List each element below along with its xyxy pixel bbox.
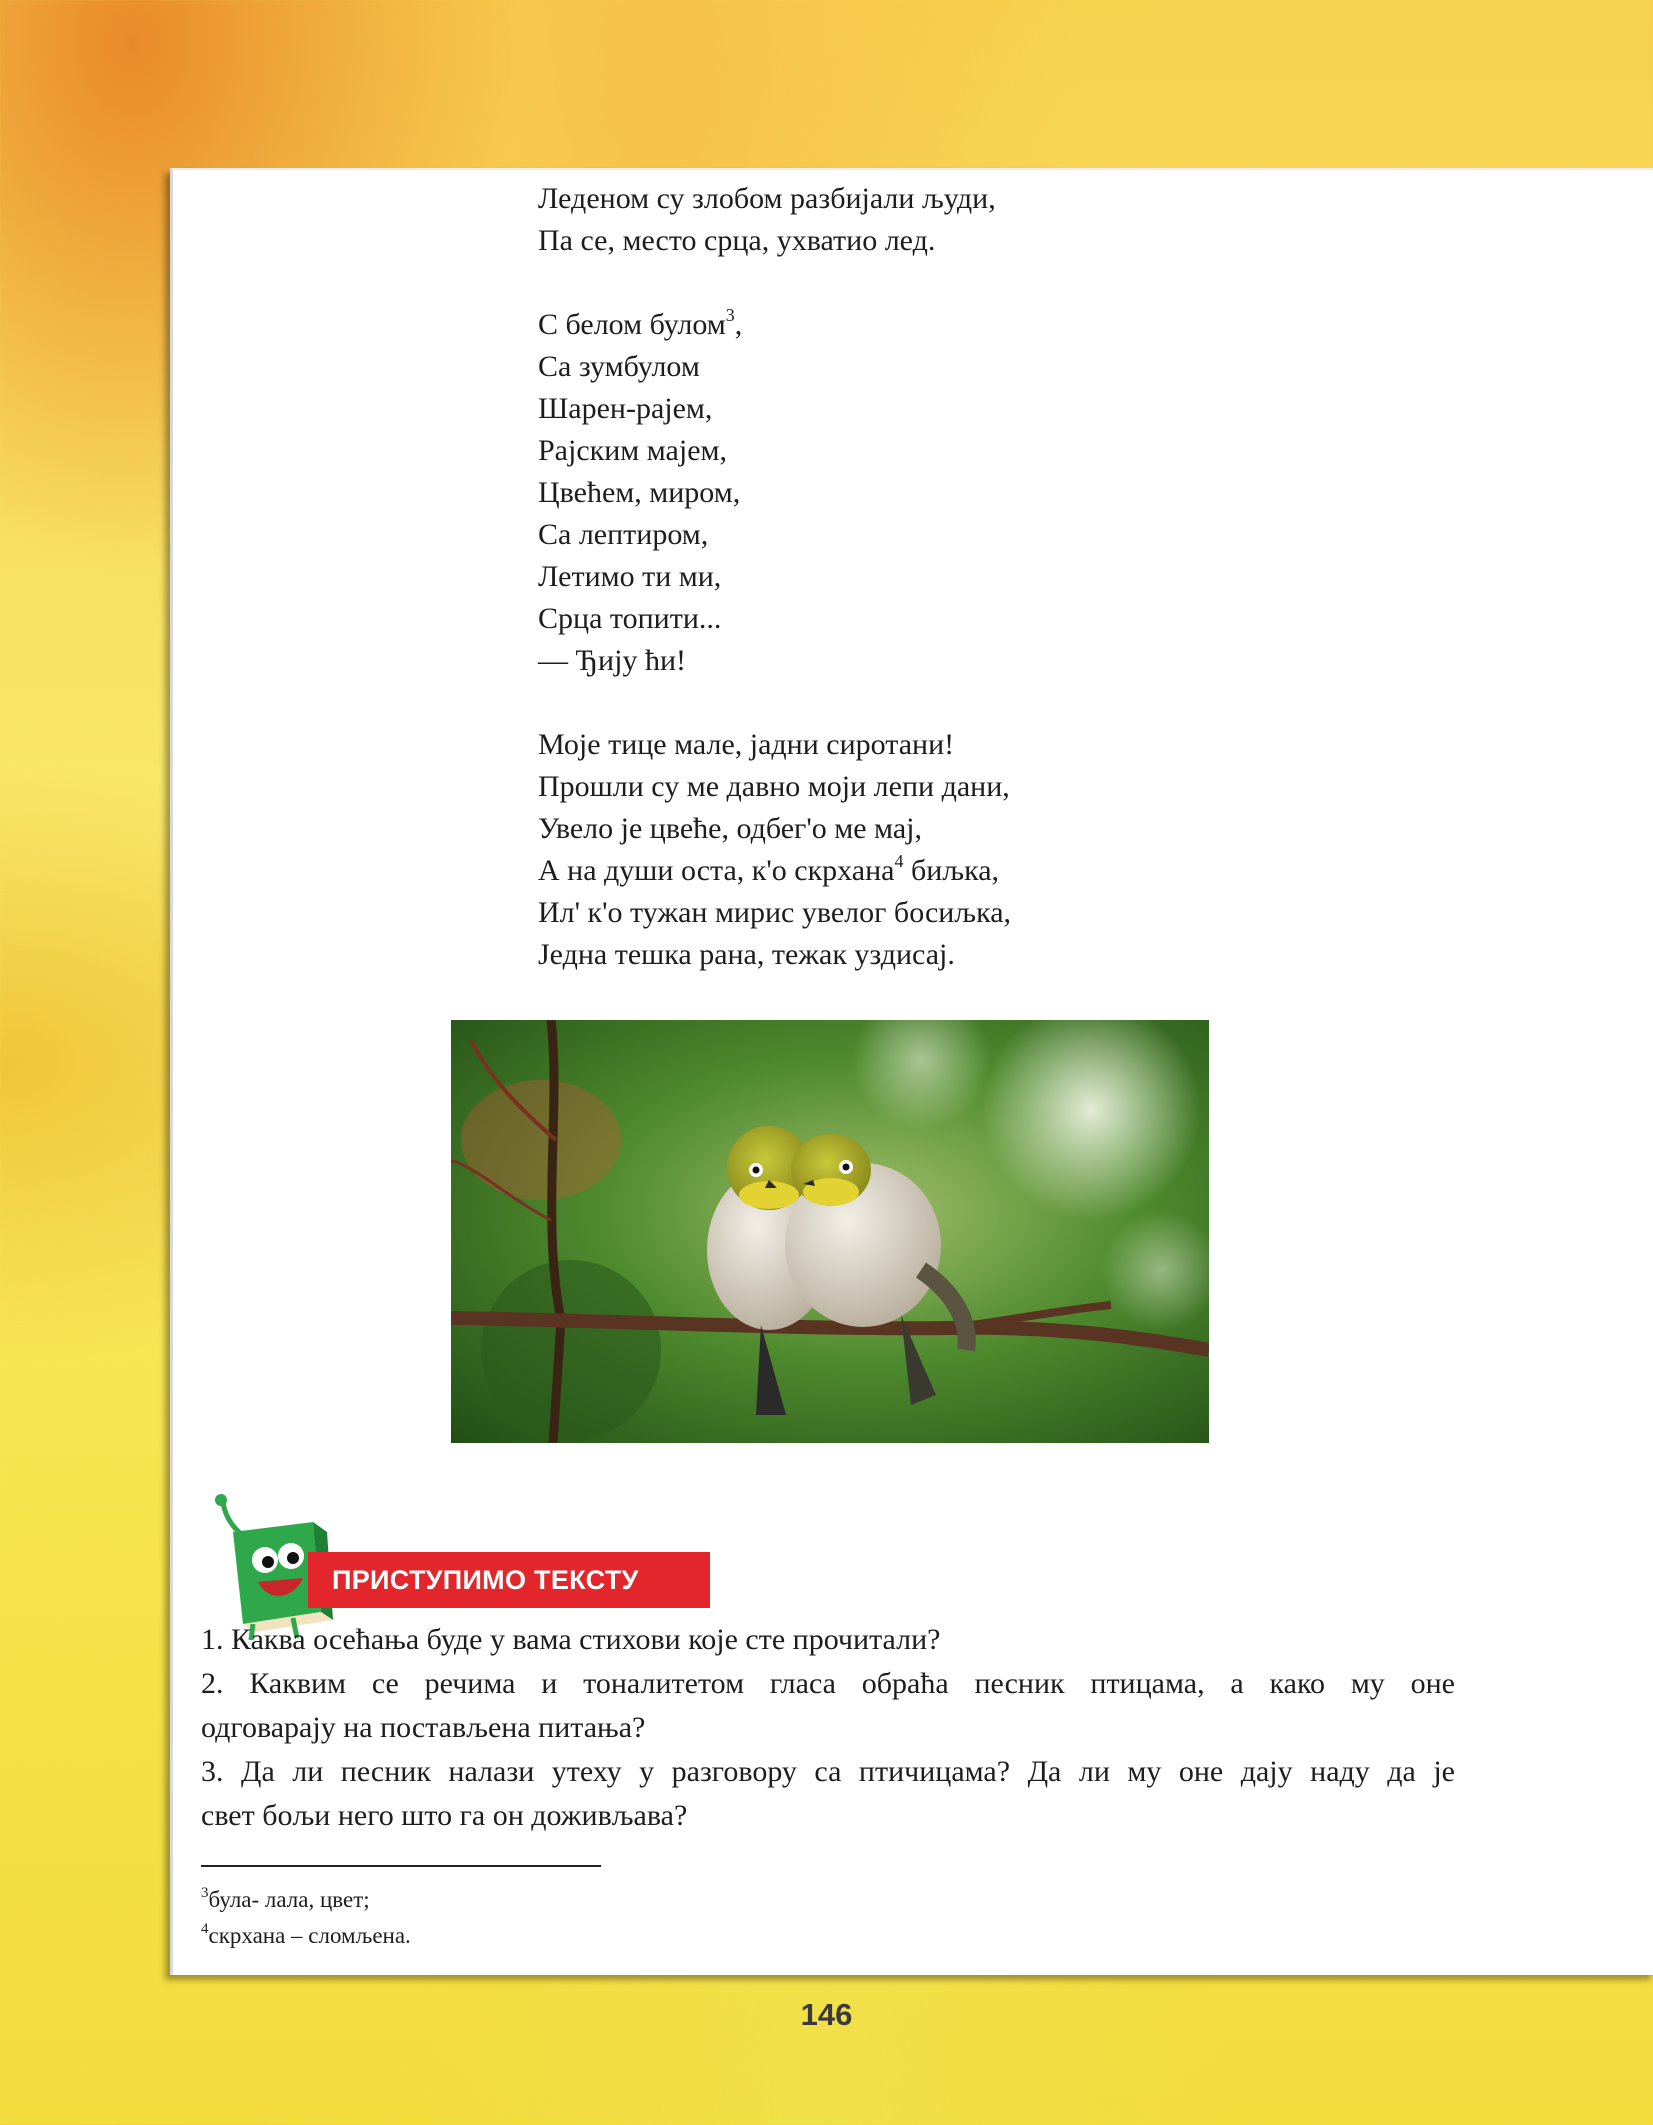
poem-line: Шарен-рајем, bbox=[538, 392, 713, 425]
poem-line: Срца топити... bbox=[538, 602, 722, 635]
page-number: 146 bbox=[800, 1997, 853, 2032]
question-2-line-1: 2. Каквим се речима и тоналитетом гласа обраћа песник птицама, а како му оне bbox=[201, 1667, 1455, 1700]
footnotes bbox=[201, 1882, 411, 1954]
poem-line-text: А на души оста, к'о скрхана bbox=[538, 854, 895, 887]
footnote-text: скрхана – сломљена. bbox=[208, 1923, 411, 1948]
question-3-line-1: 3. Да ли песник налази утеху у разговору са птичицама? Да ли му оне дају наду да је bbox=[201, 1755, 1455, 1788]
poem-line: Једна тешка рана, тежак уздисај. bbox=[538, 938, 955, 971]
poem-line: Леденом су злобом разбијали људи, bbox=[538, 182, 996, 215]
poem-line: — Ђију ћи! bbox=[538, 644, 686, 677]
poem-line: Увело је цвеће, одбег'о ме мај, bbox=[538, 812, 922, 845]
footnote-divider bbox=[201, 1865, 601, 1867]
footnote-ref: 4 bbox=[894, 851, 904, 871]
poem-line bbox=[538, 304, 1438, 346]
footnote-text: була- лала, цвет; bbox=[208, 1887, 370, 1912]
page-paper bbox=[170, 168, 1653, 1975]
footnote-number: 3 bbox=[201, 1885, 209, 1901]
poem-line: Рајским мајем, bbox=[538, 434, 727, 467]
poem bbox=[538, 178, 1438, 976]
footnote bbox=[201, 1918, 411, 1954]
birds-photo bbox=[451, 1020, 1209, 1443]
poem-line: Са зумбулом bbox=[538, 350, 700, 383]
footnote-ref: 3 bbox=[725, 305, 735, 325]
section-banner bbox=[308, 1552, 710, 1608]
poem-line: Моје тице мале, јадни сиротани! bbox=[538, 728, 955, 761]
question-1: 1. Каква осећања буде у вама стихови које сте прочитали? bbox=[201, 1623, 941, 1656]
question-2-line-2: одговарају на постављена питања? bbox=[201, 1711, 646, 1744]
question-3-line-2: свет бољи него што га он доживљава? bbox=[201, 1799, 688, 1832]
poem-line bbox=[538, 850, 1438, 892]
footnote bbox=[201, 1882, 411, 1918]
poem-line: Цвећем, миром, bbox=[538, 476, 741, 509]
section-title: ПРИСТУПИМО ТЕКСТУ bbox=[332, 1565, 639, 1595]
poem-line-punct: , bbox=[734, 308, 743, 341]
poem-line: Ил' к'о тужан мирис увелог босиљка, bbox=[538, 896, 1012, 929]
poem-line: Прошли су ме давно моји лепи дани, bbox=[538, 770, 1010, 803]
footnote-number: 4 bbox=[201, 1921, 209, 1937]
poem-line: Летимо ти ми, bbox=[538, 560, 722, 593]
poem-line: Па се, место срца, ухватио лед. bbox=[538, 224, 936, 257]
questions bbox=[201, 1618, 1455, 1838]
poem-line-text: биљка, bbox=[903, 854, 1000, 887]
poem-line-text: С белом булом bbox=[538, 308, 726, 341]
poem-line: Са лептиром, bbox=[538, 518, 709, 551]
